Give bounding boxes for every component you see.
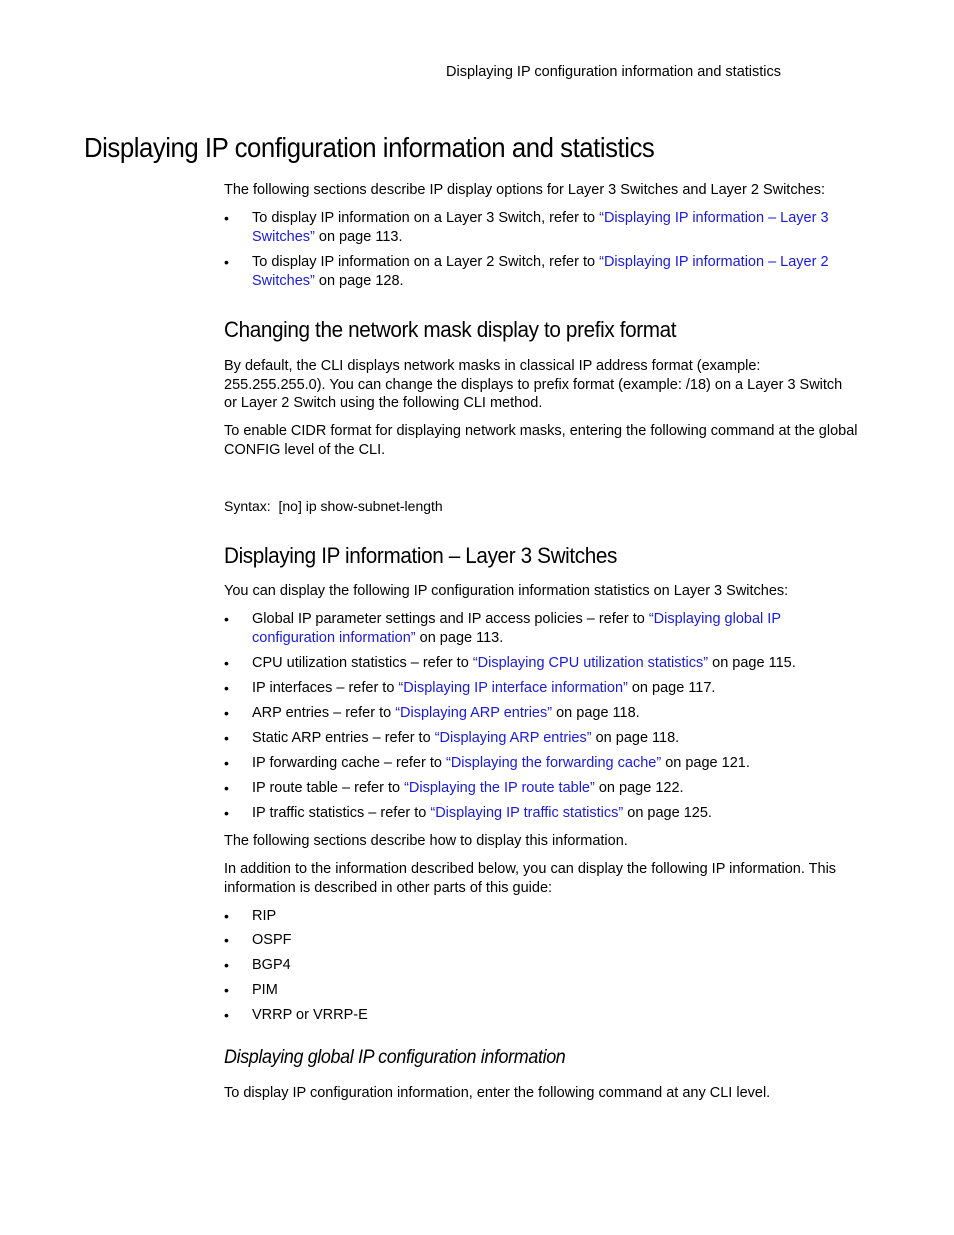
text-line: 255.255.255.0). You can change the displays to prefix format (example: /18) on a Layer 3 Switch: [224, 376, 843, 393]
bullet-icon: •: [224, 1007, 229, 1023]
page-reference: on page 117.: [627, 680, 716, 696]
text-line: information is described in other parts of this guide:: [224, 879, 553, 896]
cross-reference-link[interactable]: “Displaying IP interface information”: [398, 680, 628, 696]
protocol-name: OSPF: [252, 932, 292, 948]
page-reference: on page 128.: [314, 272, 404, 289]
page-reference: on page 118.: [591, 730, 680, 746]
cross-reference-link[interactable]: “Displaying the IP route table”: [404, 780, 595, 796]
layer3-intro: You can display the following IP configuration information statistics on Layer 3 Switches:: [224, 583, 789, 599]
syntax-line: [224, 498, 443, 514]
page-reference: on page 121.: [661, 755, 750, 771]
text-line: To enable CIDR format for displaying network masks, entering the following command at the global: [224, 423, 858, 439]
cross-reference-link[interactable]: “Displaying CPU utilization statistics”: [472, 655, 709, 671]
text-line: or Layer 2 Switch using the following CLI method.: [224, 395, 543, 412]
bullet-icon: •: [224, 680, 229, 696]
bullet-text: IP forwarding cache – refer to: [252, 755, 446, 771]
cross-reference-link[interactable]: “Displaying IP traffic statistics”: [430, 805, 624, 821]
page-reference: on page 118.: [552, 705, 640, 721]
layer3-after-text: The following sections describe how to display this information.: [224, 833, 628, 849]
bullet-icon: •: [224, 755, 229, 771]
mask-paragraph: [224, 357, 884, 413]
bullet-text: IP traffic statistics – refer to: [252, 805, 431, 821]
additional-info-paragraph: [224, 860, 884, 897]
section-heading-mask: Changing the network mask display to prefix format: [224, 317, 677, 342]
bullet-text: To display IP information on a Layer 2 Switch, refer to: [252, 254, 600, 270]
bullet-icon: •: [224, 655, 229, 671]
syntax-command: ip show-subnet-length: [305, 498, 443, 514]
bullet-text: Static ARP entries – refer to: [252, 730, 435, 746]
syntax-keyword: no: [282, 498, 298, 514]
page-reference: on page 115.: [708, 655, 796, 671]
bullet-icon: •: [224, 957, 229, 973]
text-line: CONFIG level of the CLI.: [224, 441, 386, 458]
bullet-icon: •: [224, 730, 229, 746]
syntax-bracket: [: [270, 498, 283, 514]
bullet-icon: •: [224, 805, 229, 821]
bullet-text: CPU utilization statistics – refer to: [252, 655, 473, 671]
cross-reference-link[interactable]: configuration information”: [252, 629, 416, 646]
bullet-text: ARP entries – refer to: [252, 705, 396, 721]
subsection-heading-global: Displaying global IP configuration information: [224, 1046, 566, 1068]
page-title: Displaying IP configuration information and statistics: [84, 132, 655, 163]
global-text: To display IP configuration information, enter the following command at any CLI level.: [224, 1085, 771, 1101]
bullet-icon: •: [224, 908, 229, 924]
cross-reference-link[interactable]: “Displaying global IP: [648, 611, 781, 627]
intro-text: The following sections describe IP display options for Layer 3 Switches and Layer 2 Switches:: [224, 182, 825, 198]
bullet-icon: •: [224, 611, 229, 627]
protocol-name: BGP4: [252, 957, 291, 973]
syntax-label: Syntax:: [224, 498, 271, 514]
page-reference: on page 113.: [415, 629, 504, 646]
bullet-icon: •: [224, 982, 229, 998]
section-heading-layer3: Displaying IP information – Layer 3 Switches: [224, 543, 618, 568]
cross-reference-link[interactable]: Switches”: [252, 228, 315, 245]
bullet-text: IP route table – refer to: [252, 780, 405, 796]
bullet-text: Global IP parameter settings and IP access policies – refer to: [252, 611, 649, 627]
cross-reference-link[interactable]: “Displaying the forwarding cache”: [445, 755, 662, 771]
bullet-text: To display IP information on a Layer 3 Switch, refer to: [252, 210, 600, 226]
bullet-icon: •: [224, 705, 229, 721]
text-line: In addition to the information described below, you can display the following IP information. This: [224, 861, 837, 877]
protocol-name: PIM: [252, 982, 278, 998]
bullet-icon: •: [224, 932, 229, 948]
bullet-icon: •: [224, 210, 229, 226]
page-reference: on page 122.: [594, 780, 684, 796]
syntax-bracket: ]: [297, 498, 306, 514]
running-header: Displaying IP configuration information and statistics: [446, 64, 782, 80]
protocol-name: VRRP or VRRP-E: [252, 1007, 368, 1023]
cidr-paragraph: [224, 422, 884, 459]
cross-reference-link[interactable]: “Displaying ARP entries”: [395, 705, 553, 721]
cross-reference-link[interactable]: “Displaying IP information – Layer 2: [599, 254, 829, 270]
cross-reference-link[interactable]: “Displaying ARP entries”: [434, 730, 592, 746]
bullet-text: IP interfaces – refer to: [252, 680, 399, 696]
protocol-name: RIP: [252, 908, 277, 924]
bullet-icon: •: [224, 254, 229, 270]
page-reference: on page 125.: [623, 805, 712, 821]
page-reference: on page 113.: [314, 228, 403, 245]
cross-reference-link[interactable]: Switches”: [252, 272, 315, 289]
cross-reference-link[interactable]: “Displaying IP information – Layer 3: [599, 210, 829, 226]
text-line: By default, the CLI displays network masks in classical IP address format (example:: [224, 358, 761, 374]
bullet-icon: •: [224, 780, 229, 796]
